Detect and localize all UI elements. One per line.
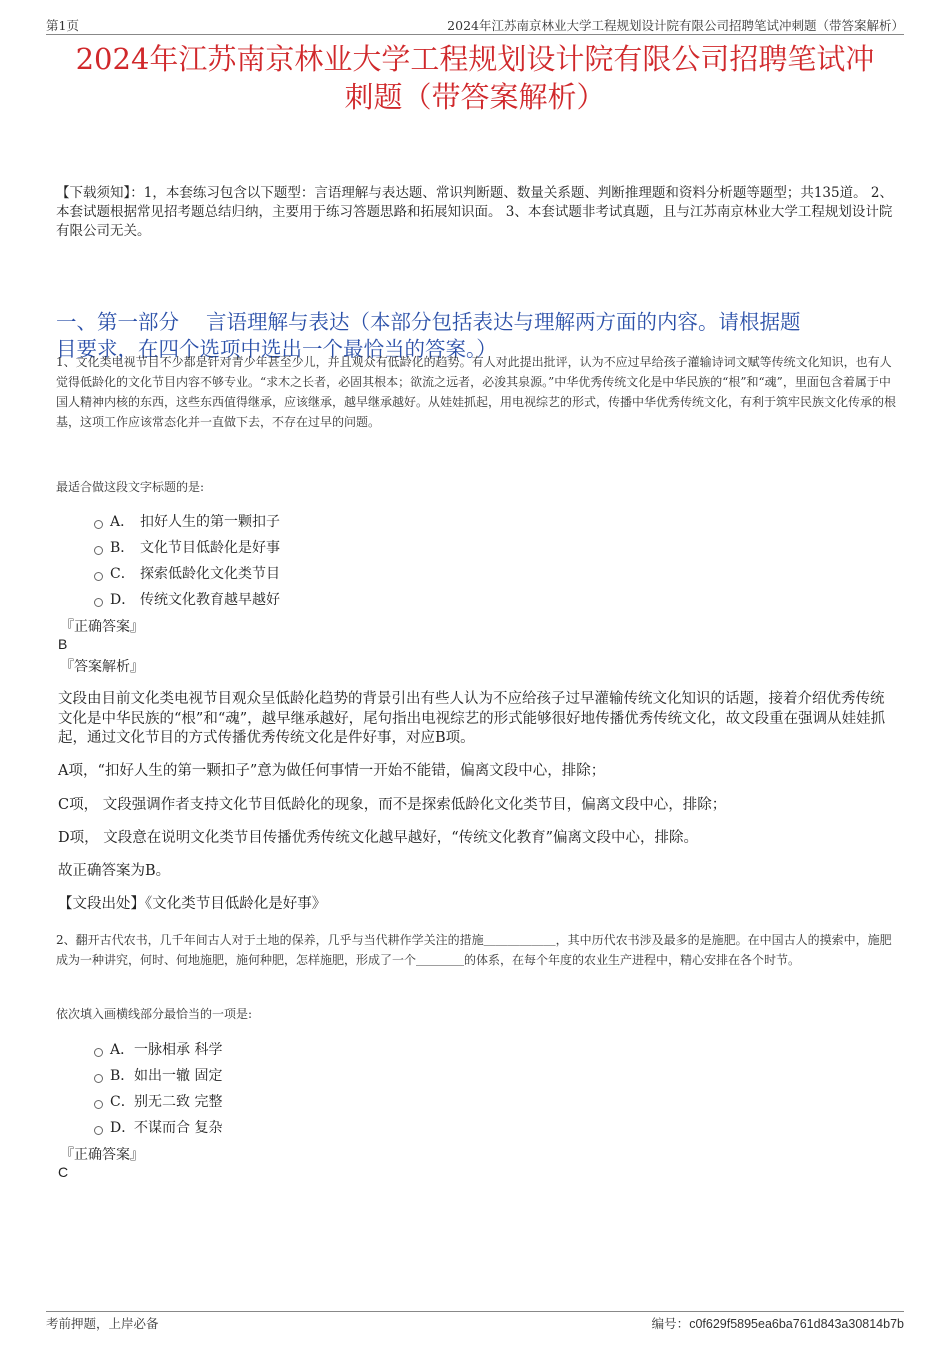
radio-icon[interactable] (94, 546, 103, 555)
source-note: 【文段出处】《文化类节目低龄化是好事》 (58, 896, 327, 912)
option-text: 别无二致 完整 (134, 1094, 223, 1110)
option-letter: C． (110, 1094, 135, 1110)
section-heading-line-1: 一、第一部分 言语理解与表达（本部分包括表达与理解两方面的内容。请根据题 (56, 310, 801, 334)
page-title (40, 40, 910, 116)
footer-code (652, 1314, 904, 1332)
footer-code-value: c0f629f5895ea6ba761d843a30814b7b (689, 1317, 904, 1331)
option-letter: C． (110, 566, 135, 582)
section-heading-line-2: 目要求，在四个选项中选出一个最恰当的答案。） (56, 337, 497, 361)
analysis-paragraph: C项， 文段强调作者支持文化节目低龄化的现象，而不是探索低龄化文化类节目，偏离文段中心，排除； (58, 797, 727, 813)
radio-icon[interactable] (94, 1074, 103, 1083)
analysis-conclusion: 故正确答案为B。 (58, 863, 171, 879)
answer-label: 『正确答案』 (60, 1147, 144, 1163)
option-d[interactable] (94, 587, 280, 613)
radio-icon[interactable] (94, 1048, 103, 1057)
option-b[interactable] (94, 535, 280, 561)
option-text: 传统文化教育越早越好 (140, 592, 280, 608)
option-letter: D． (110, 1120, 136, 1136)
radio-icon[interactable] (94, 520, 103, 529)
footer-divider (46, 1311, 904, 1312)
page-number: 第1页 (46, 18, 79, 33)
option-text: 文化节目低龄化是好事 (140, 540, 280, 556)
option-c[interactable] (94, 1089, 222, 1115)
option-c[interactable] (94, 561, 280, 587)
footer-code-label: 编号： (651, 1316, 690, 1331)
answer-value: C (58, 1164, 69, 1180)
option-letter: A． (110, 1042, 135, 1058)
radio-icon[interactable] (94, 1100, 103, 1109)
radio-icon[interactable] (94, 1126, 103, 1135)
analysis-paragraph: 文段由目前文化类电视节目观众呈低龄化趋势的背景引出有些人认为不应给孩子过早灌输传统文化知识的话题，接着介绍优秀传统文化是中华民族的“根”和“魂”，越早继承越好，尾句指出电视综艺的形式能够很好地传播优秀传统文化，故文段重在强调从娃娃抓起，通过文化节目的方式传播优秀传统文化是件好事，对应B项。 (58, 691, 886, 746)
question-1-stem: 1、文化类电视节目不少都是针对青少年甚至少儿，并且观众有低龄化的趋势。有人对此提出批评，认为不应过早给孩子灌输诗词文赋等传统文化知识，也有人觉得低龄化的文化节目内容不够专业。“求木之长者，必固其根本；欲流之远者，必浚其泉源。”中华优秀传统文化是中华民族的“根”和“魂”，里面包含着属于中国人精神内核的东西，这些东西值得继承，应该继承，越早继承越好。从娃娃抓起，用电视综艺的形式，传播中华优秀传统文化，有利于筑牢民族文化传承的根基，这项工作应该常态化并一直做下去，不存在过早的问题。 (56, 355, 897, 429)
question-1-prompt: 最适合做这段文字标题的是: (56, 480, 205, 494)
question-1-options (94, 509, 280, 613)
option-a[interactable] (94, 1037, 222, 1063)
option-text: 不谋而合 复杂 (134, 1120, 223, 1136)
option-text: 扣好人生的第一颗扣子 (140, 514, 280, 530)
option-letter: B． (110, 540, 135, 556)
option-text: 探索低龄化文化类节目 (140, 566, 280, 582)
page-header (46, 14, 904, 35)
question-2-prompt: 依次填入画横线部分最恰当的一项是: (56, 1007, 253, 1021)
option-letter: D． (110, 592, 136, 608)
footer-slogan: 考前押题，上岸必备 (46, 1316, 159, 1331)
answer-value: B (58, 636, 68, 652)
title-line-1: 2024年江苏南京林业大学工程规划设计院有限公司招聘笔试冲 (75, 42, 875, 76)
answer-label: 『正确答案』 (60, 619, 144, 635)
option-a[interactable] (94, 509, 280, 535)
title-line-2: 刺题（带答案解析） (344, 80, 606, 114)
option-text: 如出一辙 固定 (134, 1068, 223, 1084)
analysis-label: 『答案解析』 (60, 659, 144, 675)
option-letter: B． (110, 1068, 135, 1084)
question-2-stem: 2、翻开古代农书，几千年间古人对于土地的保养，几乎与当代耕作学关注的措施＿＿＿＿＿＿，其中历代农书涉及最多的是施肥。在中国古人的摸索中，施肥成为一种讲究，何时、何地施肥，施何种肥，怎样施肥，形成了一个＿＿＿＿的体系，在每个年度的农业生产进程中，精心安排在各个时节。 (56, 933, 892, 967)
download-notice: 【下载须知】：1，本套练习包含以下题型：言语理解与表达题、常识判断题、数量关系题、判断推理题和资料分析题等题型；共135道。 2、本套试题根据常见招考题总结归纳，主要用于练习答题思路和拓展知识面。 3、本套试题非考试真题，且与江苏南京林业大学工程规划设计院有限公司无关。 (56, 185, 893, 239)
radio-icon[interactable] (94, 598, 103, 607)
option-letter: A． (110, 514, 135, 530)
radio-icon[interactable] (94, 572, 103, 581)
header-doc-title: 2024年江苏南京林业大学工程规划设计院有限公司招聘笔试冲刺题（带答案解析） (447, 18, 904, 33)
option-d[interactable] (94, 1115, 222, 1141)
analysis-paragraph: A项，“扣好人生的第一颗扣子”意为做任何事情一开始不能错，偏离文段中心，排除； (58, 763, 606, 779)
question-2-options (94, 1037, 222, 1141)
option-text: 一脉相承 科学 (134, 1042, 223, 1058)
analysis-paragraph: D项， 文段意在说明文化类节目传播优秀传统文化越早越好，“传统文化教育”偏离文段中心，排除。 (58, 830, 699, 846)
option-b[interactable] (94, 1063, 222, 1089)
